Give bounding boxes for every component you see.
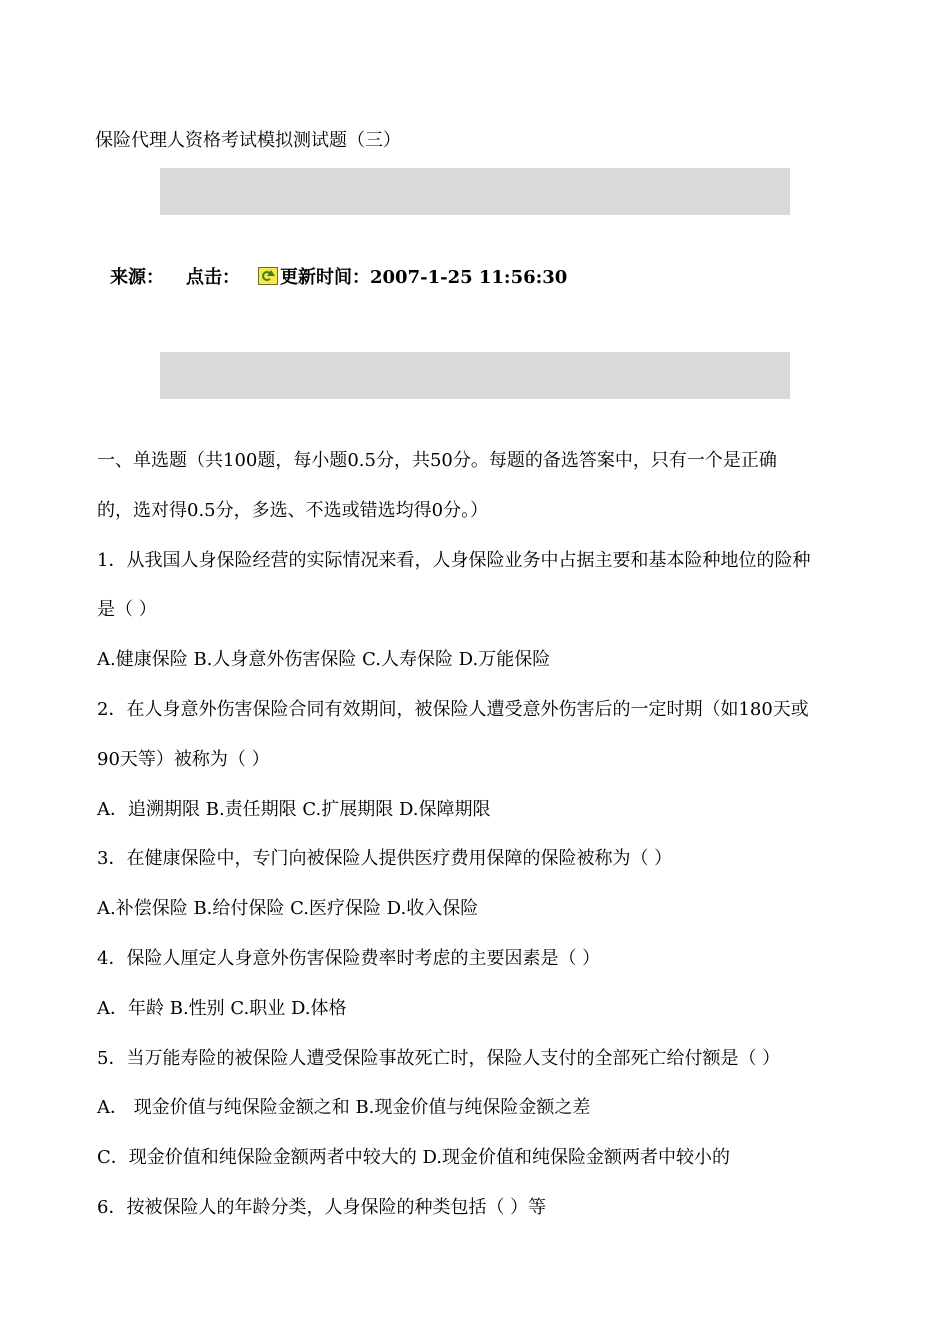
text-line: A． 现金价值与纯保险金额之和 B.现金价值与纯保险金额之差 [97,1097,591,1119]
text-line: A．年龄 B.性别 C.职业 D.体格 [97,997,347,1019]
gray-banner-bottom [160,352,790,399]
text-line: A.健康保险 B.人身意外伤害保险 C.人寿保险 D.万能保险 [97,649,551,671]
text-line: 4．保险人厘定人身意外伤害保险费率时考虑的主要因素是（ ） [97,947,601,969]
text-line: 90天等）被称为（ ） [97,748,270,770]
text-line: 一、单选题（共100题，每小题0.5分，共50分。每题的备选答案中，只有一个是正确 [97,450,777,471]
text-line: 6．按被保险人的年龄分类，人身保险的种类包括（ ）等 [97,1196,547,1218]
text-line: 是（ ） [97,599,157,621]
text-line: 的，选对得0.5分，多选、不选或错选均得0分。） [97,499,489,521]
text-line: 3．在健康保险中，专门向被保险人提供医疗费用保障的保险被称为（ ） [97,848,673,870]
text-line: 1．从我国人身保险经营的实际情况来看，人身保险业务中占据主要和基本险种地位的险种 [97,549,811,571]
text-line: 2．在人身意外伤害保险合同有效期间，被保险人遭受意外伤害后的一定时期（如180天或 [97,698,809,720]
update-time: 更新时间：2007-1-25 11:56:30 [280,267,568,288]
article-meta [110,263,567,289]
text-line: A．追溯期限 B.责任期限 C.扩展期限 D.保障期限 [97,798,491,820]
text-line: C．现金价值和纯保险金额两者中较大的 D.现金价值和纯保险金额两者中较小的 [97,1147,731,1169]
update-icon [258,267,278,285]
page-title: 保险代理人资格考试模拟测试题（三） [95,130,401,151]
gray-banner-top [160,168,790,215]
text-line: 5．当万能寿险的被保险人遭受保险事故死亡时，保险人支付的全部死亡给付额是（ ） [97,1047,781,1069]
clicks-label: 点击： [186,267,240,288]
question-list [97,440,857,1237]
source-label: 来源： [110,267,164,288]
text-line: A.补偿保险 B.给付保险 C.医疗保险 D.收入保险 [97,898,479,920]
